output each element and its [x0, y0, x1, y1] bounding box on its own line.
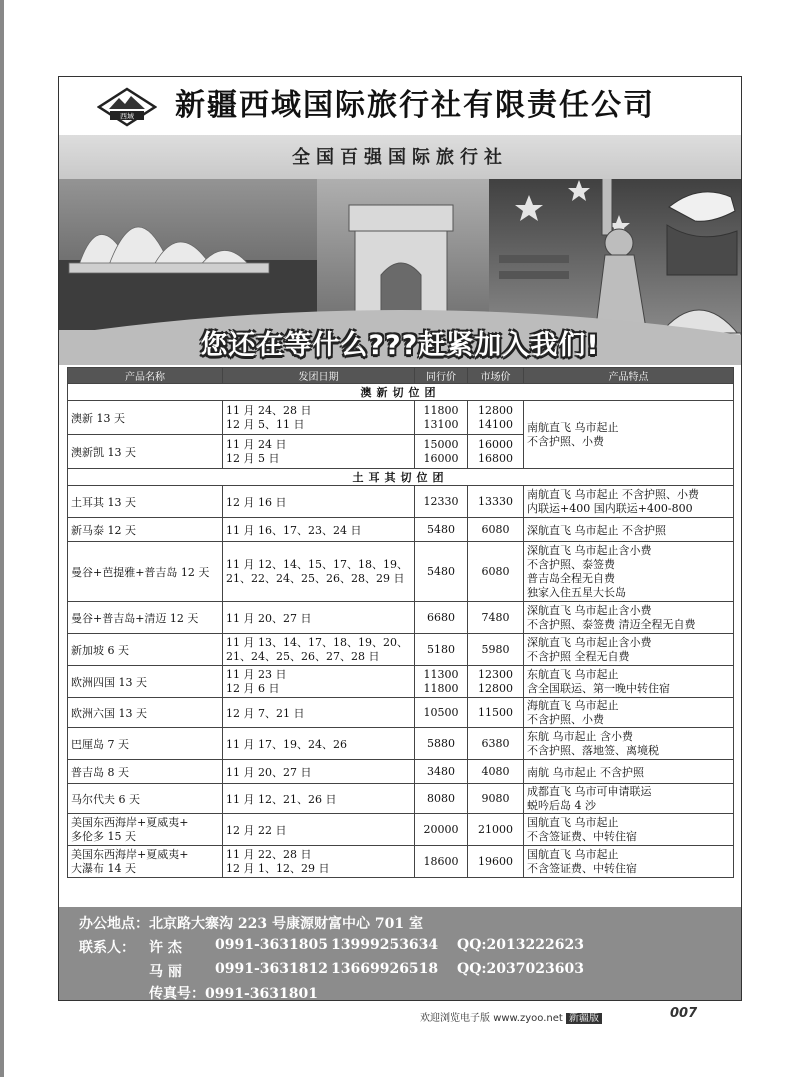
tour-dates: 12 月 7、21 日 — [223, 698, 415, 728]
col-header-market-price: 市场价 — [468, 368, 524, 384]
tour-name: 欧洲六国 13 天 — [68, 698, 223, 728]
tour-dates: 11 月 22、28 日 12 月 1、12、29 日 — [223, 846, 415, 878]
section-row — [68, 384, 734, 401]
tour-dates: 11 月 24 日 12 月 5 日 — [223, 435, 415, 469]
tour-name: 澳新凯 13 天 — [68, 435, 223, 469]
tour-name: 欧洲四国 13 天 — [68, 666, 223, 698]
tour-dates: 12 月 16 日 — [223, 486, 415, 518]
tour-features: 东航直飞 乌市起止 含全国联运、第一晚中转住宿 — [524, 666, 734, 698]
market-price: 16000 16800 — [468, 435, 524, 469]
tour-features: 东航 乌市起止 含小费 不含护照、落地签、离境税 — [524, 728, 734, 760]
logo-text: 西域 — [120, 112, 134, 121]
market-price: 13330 — [468, 486, 524, 518]
table-row — [68, 698, 734, 728]
market-price: 5980 — [468, 634, 524, 666]
tour-name: 曼谷+芭提雅+普吉岛 12 天 — [68, 542, 223, 602]
col-header-peer-price: 同行价 — [415, 368, 468, 384]
tour-dates: 11 月 16、17、23、24 日 — [223, 518, 415, 542]
tour-name: 曼谷+普吉岛+清迈 12 天 — [68, 602, 223, 634]
table-row — [68, 666, 734, 698]
section-row — [68, 469, 734, 486]
footer-url[interactable]: www.zyoo.net — [493, 1013, 563, 1024]
table-header-row — [68, 368, 734, 384]
table-row — [68, 634, 734, 666]
market-price: 12800 14100 — [468, 401, 524, 435]
tour-table-wrapper — [67, 367, 733, 878]
market-price: 12300 12800 — [468, 666, 524, 698]
market-price: 4080 — [468, 760, 524, 784]
tour-features: 深航直飞 乌市起止含小费 不含护照、泰签费 清迈全程无自费 — [524, 602, 734, 634]
market-price: 6080 — [468, 542, 524, 602]
market-price: 9080 — [468, 784, 524, 814]
peer-price: 3480 — [415, 760, 468, 784]
office-address: 办公地点：北京路大寨沟 223 号康源财富中心 701 室 — [79, 916, 423, 932]
tour-name: 新马泰 12 天 — [68, 518, 223, 542]
tour-dates: 11 月 17、19、24、26 — [223, 728, 415, 760]
contact-mobile: 13999253634 — [331, 937, 439, 953]
tour-features: 南航 乌市起止 不含护照 — [524, 760, 734, 784]
contact-name: 马 丽 — [149, 964, 182, 980]
market-price: 19600 — [468, 846, 524, 878]
peer-price: 20000 — [415, 814, 468, 846]
tour-dates: 12 月 22 日 — [223, 814, 415, 846]
section-title: 土耳其切位团 — [68, 469, 734, 486]
tour-name: 普吉岛 8 天 — [68, 760, 223, 784]
tour-name: 美国东西海岸+夏威夷+ 大瀑布 14 天 — [68, 846, 223, 878]
table-row — [68, 784, 734, 814]
tour-features: 南航直飞 乌市起止 不含护照、小费 内联运+400 国内联运+400-800 — [524, 486, 734, 518]
peer-price: 5480 — [415, 518, 468, 542]
tour-features: 深航直飞 乌市起止 不含护照 — [524, 518, 734, 542]
peer-price: 6680 — [415, 602, 468, 634]
tour-name: 澳新 13 天 — [68, 401, 223, 435]
table-row — [68, 401, 734, 435]
tour-dates: 11 月 20、27 日 — [223, 602, 415, 634]
market-price: 11500 — [468, 698, 524, 728]
tour-dates: 11 月 23 日 12 月 6 日 — [223, 666, 415, 698]
edition-badge: 新疆版 — [566, 1013, 602, 1024]
peer-price: 12330 — [415, 486, 468, 518]
tour-dates: 11 月 20、27 日 — [223, 760, 415, 784]
peer-price: 5180 — [415, 634, 468, 666]
tour-features: 深航直飞 乌市起止含小费 不含护照 全程无自费 — [524, 634, 734, 666]
tour-features: 深航直飞 乌市起止含小费 不含护照、泰签费 普吉岛全程无自费 独家入住五星大长岛 — [524, 542, 734, 602]
company-name: 新疆西域国际旅行社有限责任公司 — [175, 88, 655, 123]
market-price: 21000 — [468, 814, 524, 846]
table-row — [68, 518, 734, 542]
tour-features: 南航直飞 乌市起止 不含护照、小费 — [524, 401, 734, 469]
tour-price-table — [67, 367, 734, 878]
table-row — [68, 846, 734, 878]
tour-name: 土耳其 13 天 — [68, 486, 223, 518]
banner-subtitle: 全国百强国际旅行社 — [292, 147, 508, 168]
peer-price: 18600 — [415, 846, 468, 878]
tour-dates: 11 月 24、28 日 12 月 5、11 日 — [223, 401, 415, 435]
contact-qq: QQ:2037023603 — [457, 961, 584, 977]
tour-dates: 11 月 12、14、15、17、18、19、 21、22、24、25、26、28、29 日 — [223, 542, 415, 602]
peer-price: 8080 — [415, 784, 468, 814]
table-row — [68, 760, 734, 784]
company-header — [59, 77, 741, 135]
peer-price: 11800 13100 — [415, 401, 468, 435]
market-price: 6380 — [468, 728, 524, 760]
market-price: 7480 — [468, 602, 524, 634]
arc-de-triomphe-icon — [349, 205, 453, 327]
section-title: 澳新切位团 — [68, 384, 734, 401]
tour-features: 海航直飞 乌市起止 不含护照、小费 — [524, 698, 734, 728]
table-row — [68, 602, 734, 634]
table-row — [68, 486, 734, 518]
peer-price: 5880 — [415, 728, 468, 760]
footer-text: 欢迎浏览电子版 — [420, 1013, 490, 1024]
table-row — [68, 542, 734, 602]
contact-qq: QQ:2013222623 — [457, 937, 584, 953]
col-header-name: 产品名称 — [68, 368, 223, 384]
tour-features: 国航直飞 乌市起止 不含签证费、中转住宿 — [524, 846, 734, 878]
table-row — [68, 728, 734, 760]
page-footer — [420, 1009, 602, 1024]
tour-features: 国航直飞 乌市起止 不含签证费、中转住宿 — [524, 814, 734, 846]
contact-phone: 0991-3631812 — [215, 961, 328, 977]
peer-price: 5480 — [415, 542, 468, 602]
tour-name: 新加坡 6 天 — [68, 634, 223, 666]
table-row — [68, 814, 734, 846]
tour-dates: 11 月 13、14、17、18、19、20、 21、24、25、26、27、28 日 — [223, 634, 415, 666]
banner-slogan: 您还在等什么???赶紧加入我们! — [200, 330, 600, 361]
ad-page — [58, 76, 742, 1001]
contact-phone: 0991-3631805 — [215, 937, 328, 953]
contact-footer — [59, 907, 741, 1000]
peer-price: 10500 — [415, 698, 468, 728]
contact-mobile: 13669926518 — [331, 961, 439, 977]
peer-price: 11300 11800 — [415, 666, 468, 698]
tour-name: 美国东西海岸+夏威夷+ 多伦多 15 天 — [68, 814, 223, 846]
tour-name: 巴厘岛 7 天 — [68, 728, 223, 760]
company-logo — [97, 87, 157, 127]
fax-number: 传真号：0991-3631801 — [149, 986, 318, 1001]
peer-price: 15000 16000 — [415, 435, 468, 469]
market-price: 6080 — [468, 518, 524, 542]
col-header-dates: 发团日期 — [223, 368, 415, 384]
col-header-features: 产品特点 — [524, 368, 734, 384]
tour-dates: 11 月 12、21、26 日 — [223, 784, 415, 814]
tour-name: 马尔代夫 6 天 — [68, 784, 223, 814]
contact-name: 许 杰 — [149, 940, 182, 956]
tour-features: 成都直飞 乌市可申请联运 蜕吟后岛 4 沙 — [524, 784, 734, 814]
contact-label: 联系人： — [79, 940, 135, 956]
page-number: 007 — [670, 1006, 698, 1021]
page-edge — [0, 0, 4, 1077]
